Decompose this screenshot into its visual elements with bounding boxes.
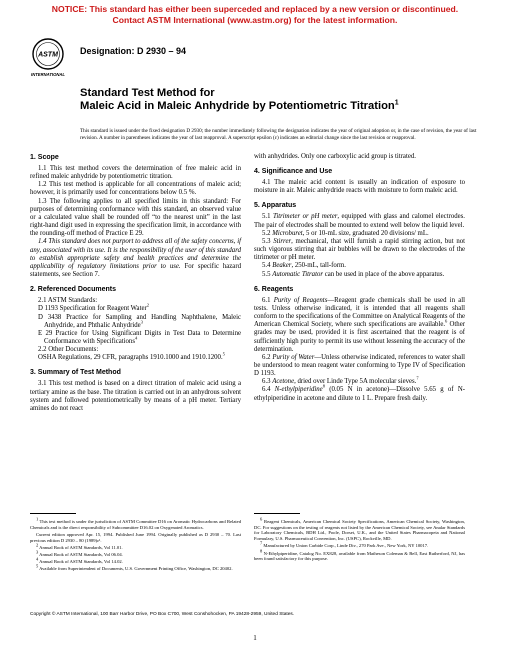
para-6-1-text: —Reagent grade chemicals shall be used in all tests. Unless otherwise indicated, it is intended that all reagents shall conform to the specifications of the Committee on Analytical Reagents of the American Chemical Society, where such specifications are available. (254, 296, 465, 329)
copyright-line: Copyright © ASTM International, 100 Barr Harbor Drive, PO Box C700, West Conshohocken, PA 19428-2959, United States. (30, 612, 295, 617)
footnote-1 (30, 516, 241, 530)
para-5-2-term: Microburet (272, 229, 303, 237)
footnote-8-text: N-Ethylpiperidine, Catalog No. EX828, available from Matheson Coleman & Bell, East Rutherford, NJ, has been found satisfactory for this purpose. (254, 550, 465, 562)
footnote-3 (30, 549, 241, 558)
para-6-1-term: Purity of Reagents (273, 296, 328, 304)
footnote-4 (30, 556, 241, 565)
ref-d1193 (30, 305, 241, 313)
footnotes-left (30, 513, 241, 574)
logo-subtext: INTERNATIONAL (31, 72, 65, 77)
para-5-4-term: Beaker (272, 262, 292, 270)
right-column (254, 153, 465, 403)
para-6-4-term: N-ethylpiperidine (274, 386, 323, 394)
para-5-3-text: , mechanical, that will furnish a rapid stirring action, but not such vigorous stirring that air bubbles will be drawn to the electrodes of the titrimeter or pH meter. (254, 237, 466, 262)
para-5-1-term: Titrimeter or pH meter (272, 213, 338, 221)
para-6-2-term: Purity of Water (272, 353, 315, 361)
title-line-2: Maleic Acid in Maleic Anhydride by Potentiometric Titration (80, 100, 395, 112)
para-5-5-text: can be used in place of the above apparatus. (323, 270, 445, 278)
para-3-1-cont: with anhydrides. Only one carboxylic acid group is titrated. (254, 153, 416, 160)
ref-osha-sup: 5 (222, 352, 225, 358)
footnote-4-text: Annual Book of ASTM Standards, Vol 14.02. (39, 559, 123, 565)
para-6-3-term: Acetone (272, 378, 295, 386)
para-5-4 (254, 262, 465, 270)
footnote-5 (30, 563, 241, 572)
notice-line-2: Contact ASTM International (www.astm.org) for the latest information. (112, 14, 398, 25)
para-5-2 (254, 230, 465, 238)
para-5-5-term: Automatic Titrator (272, 270, 323, 278)
ref-e29-sup: 4 (134, 335, 138, 341)
para-6-2 (254, 354, 465, 378)
para-1-4 (30, 238, 241, 279)
para-2-1: 2.1 ASTM Standards: (38, 297, 98, 305)
section-3-title: 3. Summary of Test Method (30, 369, 121, 377)
section-4-title: 4. Significance and Use (254, 168, 333, 176)
para-1-4-italic: 1.4 This standard does not purport to address all of the safety concerns, if any, associated with its use. It is the responsibility of the user of this standard to establish appropriate safety and health practices and determine the applicability of regulatory limitations prior to use. (30, 238, 241, 270)
footnote-8 (254, 547, 465, 562)
ref-e29-text: E 29 Practice for Using Significant Digits in Test Data to Determine Conformance with Specifications (38, 329, 241, 345)
footnote-5-text: Available from Superintendent of Documents, U.S. Government Printing Office, Washington, DC 20402. (39, 566, 233, 572)
footnote-7-mark: 7 (260, 540, 263, 546)
para-5-5 (254, 271, 465, 279)
para-2-2: 2.2 Other Documents: (38, 346, 99, 354)
footnote-1-mark: 1 (36, 516, 39, 522)
ref-osha (30, 354, 241, 362)
para-6-1-sup: 6 (445, 318, 448, 324)
footnote-rule (30, 513, 76, 514)
para-3-1: 3.1 This test method is based on a direct titration of maleic acid using a tertiary amine as the base. The titration is carried out in an anhydrous solvent system and followed potentiometrically by means of a pH meter. Tertiary amines do not react (30, 380, 241, 412)
para-6-4 (254, 386, 465, 402)
para-6-4-text: (0.05 N in acetone)—Dissolve 5.65 g of N-ethylpiperidine in acetone and dilute to 1 L. Prepare fresh daily. (254, 386, 465, 402)
section-2-title: 2. Referenced Documents (30, 286, 116, 294)
footnote-2-mark: 2 (36, 542, 39, 548)
para-1-3: 1.3 The following applies to all specified limits in this standard: For purposes of determining conformance with this standard, an observed value or a calculated value shall be rounded off “to the nearest unit” in the last right-hand digit used in expressing the specification limit, in accordance with the rounding-off method of Practice E 29. (30, 197, 241, 238)
para-5-3-label: 5.3 (262, 237, 274, 245)
para-6-1-label: 6.1 (262, 296, 274, 304)
logo-text: ASTM (38, 51, 58, 59)
astm-logo-icon (30, 36, 66, 80)
document-title (80, 87, 480, 113)
para-1-2: 1.2 This test method is applicable for all concentrations of maleic acid; however, it is primarily used for concentrations below 0.5 %. (30, 181, 241, 197)
para-5-3 (254, 238, 465, 262)
ref-osha-text: OSHA Regulations, 29 CFR, paragraphs 1910.1000 and 1910.1200. (38, 354, 223, 362)
para-4-1: 4.1 The maleic acid content is usually an indication of exposure to moisture in air. Maleic anhydride reacts with moisture to form maleic acid. (254, 179, 465, 195)
footnote-8-mark: 8 (260, 547, 263, 553)
supersede-notice (0, 4, 510, 25)
para-6-3-text: , dried over Linde Type 5A molecular sieves. (294, 378, 417, 386)
footnote-rule-right (254, 513, 300, 514)
ref-e29 (30, 330, 241, 346)
footnote-6 (254, 516, 465, 542)
para-6-4-sup: 8 (322, 384, 325, 390)
para-5-4-text: , 250-mL, tall-form. (291, 262, 347, 270)
para-5-2-label: 5.2 (262, 229, 273, 237)
section-6-title: 6. Reagents (254, 285, 294, 293)
notice-line-1: NOTICE: This standard has either been superceded and replaced by a new version or discontinued. (51, 4, 459, 14)
para-6-1 (254, 297, 465, 354)
para-5-2-text: , 5 or 10-mL size, graduated 20 divisions/ mL. (302, 229, 429, 237)
para-5-1-label: 5.1 (262, 213, 273, 221)
left-column (30, 153, 241, 413)
footnote-2 (30, 542, 241, 551)
ref-d1193-sup: 2 (146, 303, 149, 309)
footnote-3-text: Annual Book of ASTM Standards, Vol 06.04. (39, 552, 123, 558)
designation: Designation: D 2930 – 94 (80, 46, 187, 56)
ref-d3438 (30, 314, 241, 330)
footnote-2-text: Annual Book of ASTM Standards, Vol 11.01. (39, 544, 123, 550)
footnote-3-mark: 3 (36, 549, 39, 555)
para-6-1-tail: Other grades may be used, provided it is first ascertained that the reagent is of sufficiently high purity to permit its use without lessening the accuracy of the determination. (254, 321, 465, 353)
footnote-5-mark: 5 (36, 563, 39, 569)
para-5-4-label: 5.4 (262, 262, 273, 270)
issuance-statement: This standard is issued under the fixed designation D 2930; the number immediately following the designation indicates the year of original adoption or, in the case of revision, the year of last revision. A number in parentheses indicates the year of last reapproval. A superscript epsilon (ε) indicates an editorial change since the last revision or reapproval. (80, 128, 477, 141)
ref-d3438-text: D 3438 Practice for Sampling and Handling Naphthalene, Maleic Anhydride, and Phthalic Anhydride (38, 313, 241, 329)
title-footnote-mark: 1 (394, 99, 399, 107)
para-1-1: 1.1 This test method covers the determination of free maleic acid in refined maleic anhydride by potentiometric titration. (30, 165, 241, 181)
para-6-4-label: 6.4 (262, 386, 275, 394)
ref-d1193-text: D 1193 Specification for Reagent Water (38, 305, 147, 313)
para-5-1-text: , equipped with glass and calomel electrodes. The pair of electrodes shall be mounted to extend well below the liquid level. (254, 213, 466, 229)
para-5-3-term: Stirrer (273, 237, 292, 245)
footnote-1-text: This test method is under the jurisdiction of ASTM Committee D16 on Aromatic Hydrocarbons and Related Chemicals and is the direct responsibility of Subcommittee D16.02 on Oxygenated Aromatics. (30, 519, 241, 530)
para-5-5-label: 5.5 (262, 270, 273, 278)
footnote-4-mark: 4 (36, 556, 39, 562)
page-number: 1 (253, 634, 257, 642)
section-5-title: 5. Apparatus (254, 202, 297, 210)
ref-d3438-sup: 3 (140, 319, 143, 325)
footnote-7 (254, 540, 465, 549)
para-6-3-sup: 7 (416, 376, 419, 382)
footnote-1b: Current edition approved Apr. 15, 1994. Published June 1994. Originally published as D 2930 – 70. Last previous edition D 2930 – 80 (1989)ε¹. (30, 531, 241, 543)
footnote-6-text: Reagent Chemicals, American Chemical Society Specifications, American Chemical Society, Washington, DC. For suggestions on the testing of reagents not listed by the American Chemical Society, see Analar Standards for Laboratory Chemicals, BDH Ltd., Poole, Dorset, U.K., and the United States Pharmacopeia and National Formulary, U.S. Pharmaceutical Convention, Inc. (USPC), Rockville, MD. (254, 519, 465, 542)
footnotes-right (254, 513, 465, 563)
para-1-4-tail: For specific hazard statements, see Section 7. (30, 262, 241, 279)
para-6-2-label: 6.2 (262, 353, 273, 361)
footnote-7-text: Manufactured by Union Carbide Corp., Linde Div., 270 Park Ave., New York, NY 10017. (263, 543, 429, 549)
footnote-6-mark: 6 (260, 516, 263, 522)
para-5-1 (254, 213, 465, 229)
para-6-2-text: —Unless otherwise indicated, references to water shall be understood to mean reagent water conforming to Type IV of Specification D 1193. (254, 353, 465, 378)
para-6-3-label: 6.3 (262, 378, 273, 386)
section-1-title: 1. Scope (30, 154, 59, 161)
title-line-1: Standard Test Method for (80, 87, 215, 99)
